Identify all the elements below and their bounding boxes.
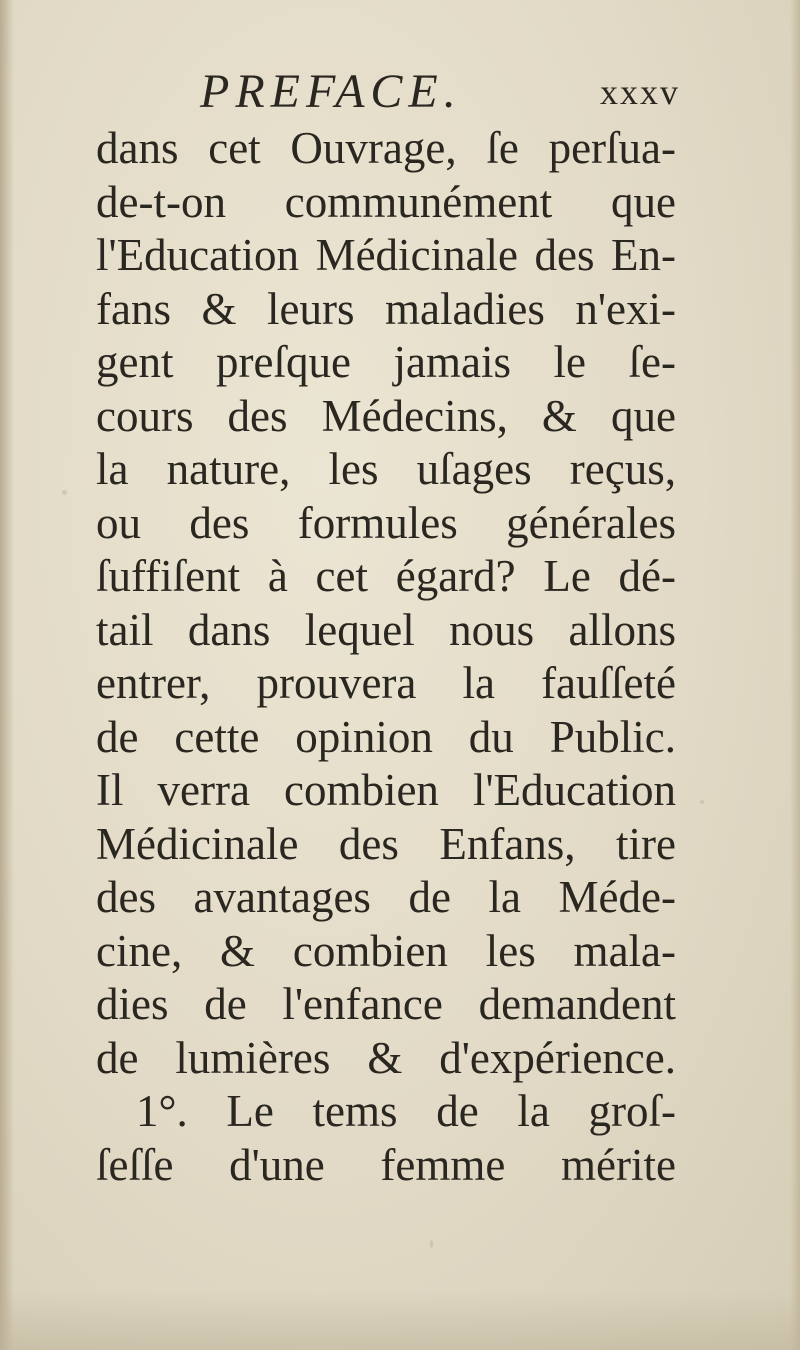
text-line: de-t-on communément que (96, 176, 676, 227)
text-line: ou des formules générales (96, 497, 676, 548)
text-line: gent preſque jamais le ſe- (96, 337, 676, 387)
text-line: dies de l'enfance demandent (96, 979, 676, 1029)
text-line: fans & leurs maladies n'exi- (96, 283, 676, 334)
text-line: ſeſſe d'une femme mérite (96, 1139, 676, 1190)
paper-spot (430, 1240, 433, 1248)
text-line: dans cet Ouvrage, ſe perſua- (96, 123, 676, 173)
page-number: xxxv (600, 72, 680, 112)
text-line: des avantages de la Méde- (96, 872, 676, 922)
text-line: ſuffiſent à cet égard? Le dé- (96, 551, 676, 601)
page-edge-shadow (790, 0, 800, 1350)
text-line: 1°. Le tems de la groſ- (136, 1086, 676, 1136)
running-title: PREFACE. (200, 65, 462, 118)
page-gutter-shadow (0, 0, 14, 1350)
text-line: de lumières & d'expérience. (96, 1032, 676, 1083)
page-bottom-shadow (0, 1290, 800, 1350)
text-line: cine, & combien les mala- (96, 925, 676, 976)
text-line: cours des Médecins, & que (96, 390, 676, 441)
body-text (96, 122, 676, 1192)
text-line: entrer, prouvera la fauſſeté (96, 658, 676, 708)
text-line: la nature, les uſages reçus, (96, 444, 676, 494)
text-line: l'Education Médicinale des En- (96, 230, 676, 280)
text-line: de cette opinion du Public. (96, 711, 676, 762)
text-line: tail dans lequel nous allons (96, 604, 676, 655)
text-line: Médicinale des Enfans, tire (96, 818, 676, 869)
paper-spot (700, 800, 704, 804)
running-header (200, 62, 680, 122)
text-line: Il verra combien l'Education (96, 765, 676, 815)
paper-spot (62, 490, 67, 495)
